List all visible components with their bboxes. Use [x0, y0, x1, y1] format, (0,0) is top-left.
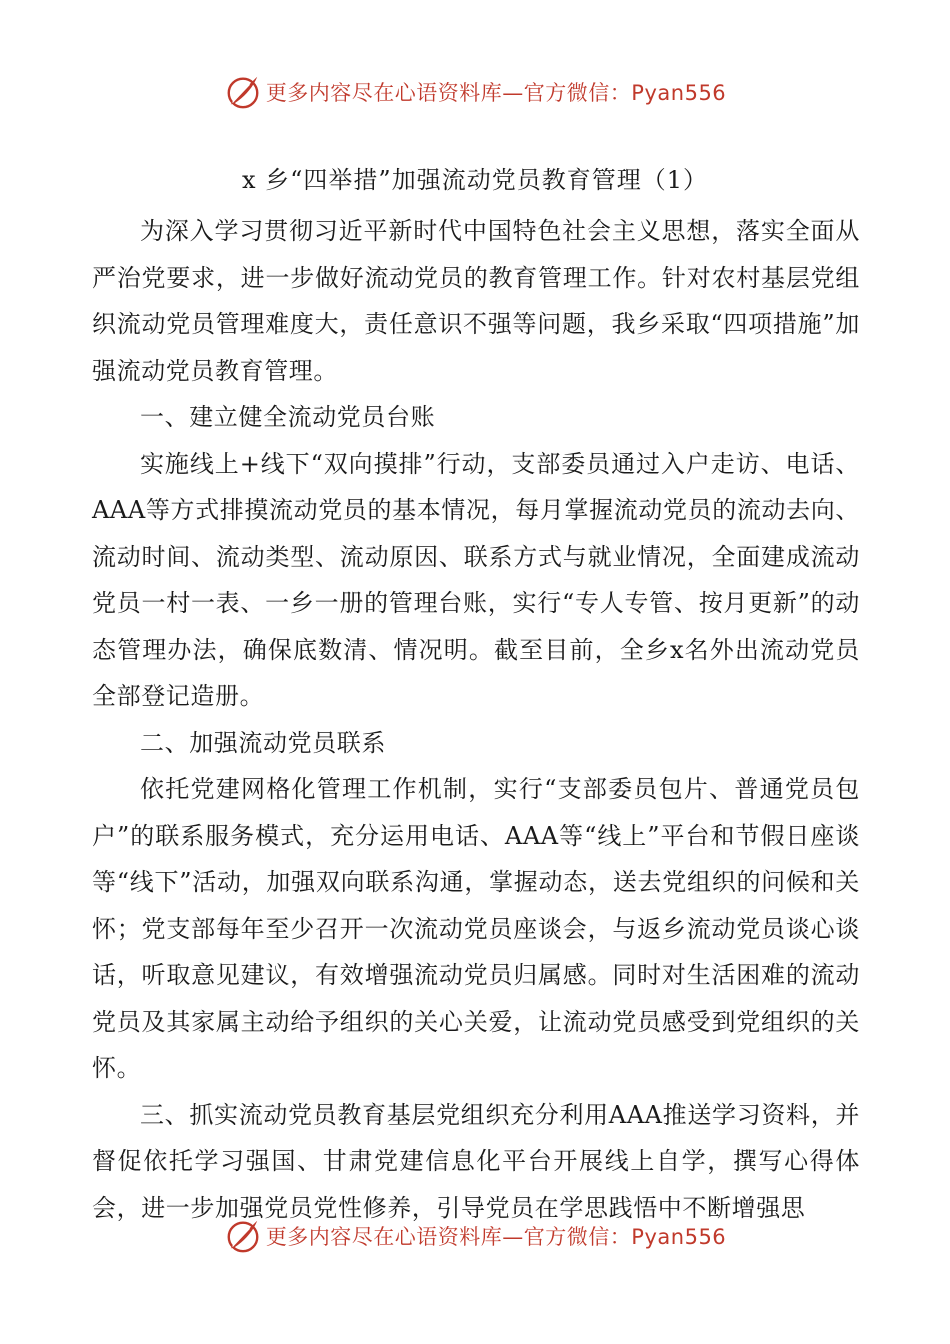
quill-pen-logo-icon: [224, 1217, 262, 1255]
document-body: [92, 208, 860, 1231]
header-banner: [0, 72, 950, 112]
document-title: x 乡“四举措”加强流动党员教育管理（1）: [242, 166, 708, 194]
quill-pen-logo-icon: [224, 73, 262, 111]
section-heading-2: 二、加强流动党员联系: [140, 728, 386, 757]
section-body-2: 依托党建网格化管理工作机制，实行“支部委员包片、普通党员包户”的联系服务模式，充分运用电话、AAA等“线上”平台和节假日座谈等“线下”活动，加强双向联系沟通，掌握动态，送去党组织的问候和关怀；党支部每年至少召开一次流动党员座谈会，与返乡流动党员谈心谈话，听取意见建议，有效增强流动党员归属感。同时对生活困难的流动党员及其家属主动给予组织的关心关爱，让流动党员感受到党组织的关怀。: [92, 775, 860, 1082]
banner-text: 更多内容尽在心语资料库—官方微信：Pyan556: [265, 81, 727, 105]
section-heading-1: 一、建立健全流动党员台账: [140, 403, 436, 431]
section-body-3: 三、抓实流动党员教育基层党组织充分利用AAA推送学习资料，并督促依托学习强国、甘肃党建信息化平台开展线上自学，撰写心得体会，进一步加强党员党性修养，引导党员在学思践悟中不断增强思: [92, 1100, 860, 1222]
footer-banner: [0, 1216, 950, 1256]
section-body-1: 实施线上+线下“双向摸排”行动，支部委员通过入户走访、电话、AAA等方式排摸流动党员的基本情况，每月掌握流动党员的流动去向、流动时间、流动类型、流动原因、联系方式与就业情况，全面建成流动党员一村一表、一乡一册的管理台账，实行“专人专管、按月更新”的动态管理办法，确保底数清、情况明。截至目前，全乡x名外出流动党员全部登记造册。: [92, 449, 860, 710]
banner-text: 更多内容尽在心语资料库—官方微信：Pyan556: [265, 1225, 727, 1249]
intro-paragraph: 为深入学习贯彻习近平新时代中国特色社会主义思想，落实全面从严治党要求，进一步做好流动党员的教育管理工作。针对农村基层党组织流动党员管理难度大，责任意识不强等问题，我乡采取“四项措施”加强流动党员教育管理。: [92, 217, 860, 385]
